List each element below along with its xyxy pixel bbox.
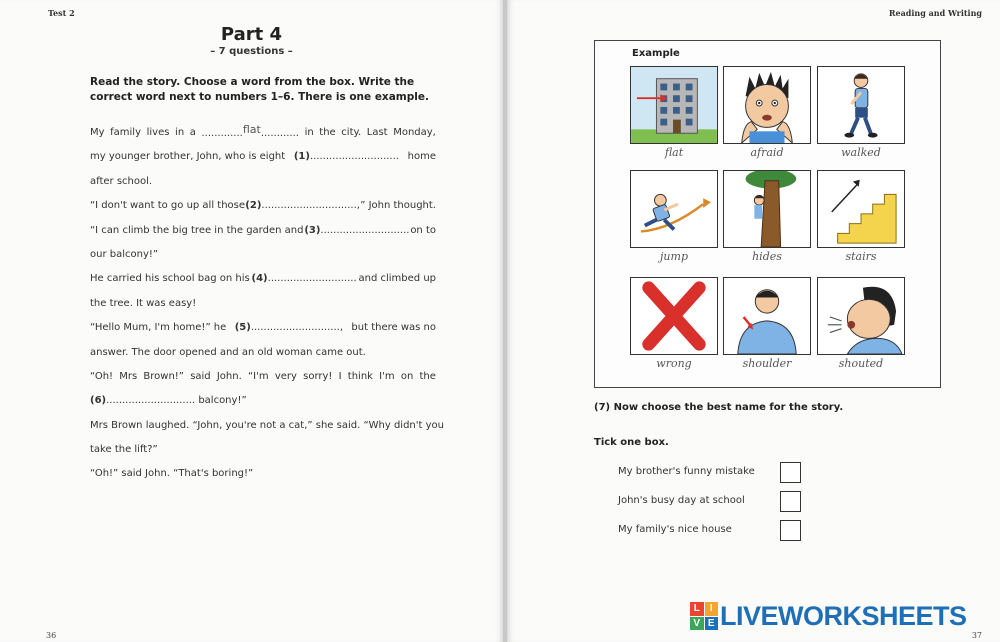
story-line-9: “Hello Mum, I'm home!” he (5)............................, but there was no xyxy=(90,319,436,343)
word-hides: hides xyxy=(752,250,782,263)
afraid-picture xyxy=(723,66,811,144)
boy-shoulder-icon xyxy=(724,278,810,354)
hides-picture xyxy=(723,170,811,248)
afraid-boy-icon xyxy=(724,67,810,143)
brand-name: LIVEWORKSHEETS xyxy=(720,600,967,631)
red-cross-icon xyxy=(631,278,717,354)
story-line-11: “Oh! Mrs Brown!” said John. “I'm very sorry! I think I'm on the xyxy=(90,370,436,382)
page-number-left: 36 xyxy=(46,631,57,640)
option-checkbox-3[interactable] xyxy=(780,520,801,541)
gap-4[interactable]: (4)............................ xyxy=(251,273,357,285)
example-label: Example xyxy=(632,48,680,59)
word-wrong: wrong xyxy=(656,357,692,370)
gap-2[interactable]: (2).............................., xyxy=(245,200,360,212)
example-gap: .............flat............ xyxy=(201,123,299,139)
story-line-7: He carried his school bag on his (4)............................ and climbed up xyxy=(90,270,436,294)
story-line-10: answer. The door opened and an old woman came out. xyxy=(90,346,366,358)
walked-picture xyxy=(817,66,905,144)
liveworksheets-logo-icon: L I V E xyxy=(690,602,718,630)
word-flat: flat xyxy=(664,146,684,159)
shouted-picture xyxy=(817,277,905,355)
stairs-icon xyxy=(818,171,904,247)
jumping-boy-icon xyxy=(631,171,717,247)
gap-6[interactable]: (6)............................ xyxy=(90,395,196,407)
option-checkbox-1[interactable] xyxy=(780,462,801,483)
story-line-12: (6)............................ balcony!” xyxy=(90,395,247,407)
tick-instruction: Tick one box. xyxy=(594,437,669,448)
shouting-boy-icon xyxy=(818,278,904,354)
story-line-1: My family lives in a .............flat............ in the city. Last Monday, xyxy=(90,124,436,148)
part-title: Part 4 xyxy=(220,24,283,45)
flat-picture xyxy=(630,66,718,144)
word-shouted: shouted xyxy=(838,357,884,370)
story-line-13: Mrs Brown laughed. “John, you're not a cat,” she said. “Why didn't you xyxy=(90,419,444,431)
gap-5[interactable]: (5)............................, xyxy=(234,322,343,334)
story-line-8: the tree. It was easy! xyxy=(90,297,197,309)
story-line-4: “I don't want to go up all those (2).............................., ” John thought. xyxy=(90,197,436,221)
example-answer: flat xyxy=(242,123,261,136)
word-walked: walked xyxy=(841,146,881,159)
story-line-6: our balcony!” xyxy=(90,248,159,260)
story-line-2: my younger brother, John, who is eight (1)............................ home xyxy=(90,148,436,172)
liveworksheets-brand[interactable] xyxy=(690,600,967,632)
option-label-2: John's busy day at school xyxy=(618,495,745,506)
word-shoulder: shoulder xyxy=(742,357,792,370)
instructions: Read the story. Choose a word from the box. Write the correct word next to numbers 1–6. There is one example. xyxy=(90,76,429,103)
word-box xyxy=(594,40,941,388)
walking-boy-icon xyxy=(818,67,904,143)
option-label-3: My family's nice house xyxy=(618,524,732,535)
jump-picture xyxy=(630,170,718,248)
option-label-1: My brother's funny mistake xyxy=(618,466,755,477)
part-subtitle: – 7 questions – xyxy=(210,46,293,57)
story-line-3: after school. xyxy=(90,175,153,187)
gap-1[interactable]: (1)............................ xyxy=(293,151,399,163)
wrong-picture xyxy=(630,277,718,355)
story-text xyxy=(90,123,444,490)
gap-3[interactable]: (3)............................ xyxy=(304,224,410,236)
running-head-right: Reading and Writing xyxy=(888,8,982,18)
tree-icon xyxy=(724,171,810,247)
running-head-left: Test 2 xyxy=(48,8,75,18)
word-jump: jump xyxy=(660,250,688,263)
story-line-15: “Oh!” said John. “That's boring!” xyxy=(90,468,254,480)
shoulder-picture xyxy=(723,277,811,355)
word-afraid: afraid xyxy=(750,146,784,159)
story-line-14: take the lift?” xyxy=(90,444,158,456)
page-number-right: 37 xyxy=(971,631,982,640)
question-7: (7) Now choose the best name for the story. xyxy=(594,402,844,413)
option-checkbox-2[interactable] xyxy=(780,491,801,512)
word-stairs: stairs xyxy=(845,250,877,263)
stairs-picture xyxy=(817,170,905,248)
story-line-5: “I can climb the big tree in the garden and (3)............................ on to xyxy=(90,222,436,246)
apartment-building-icon xyxy=(631,67,717,143)
